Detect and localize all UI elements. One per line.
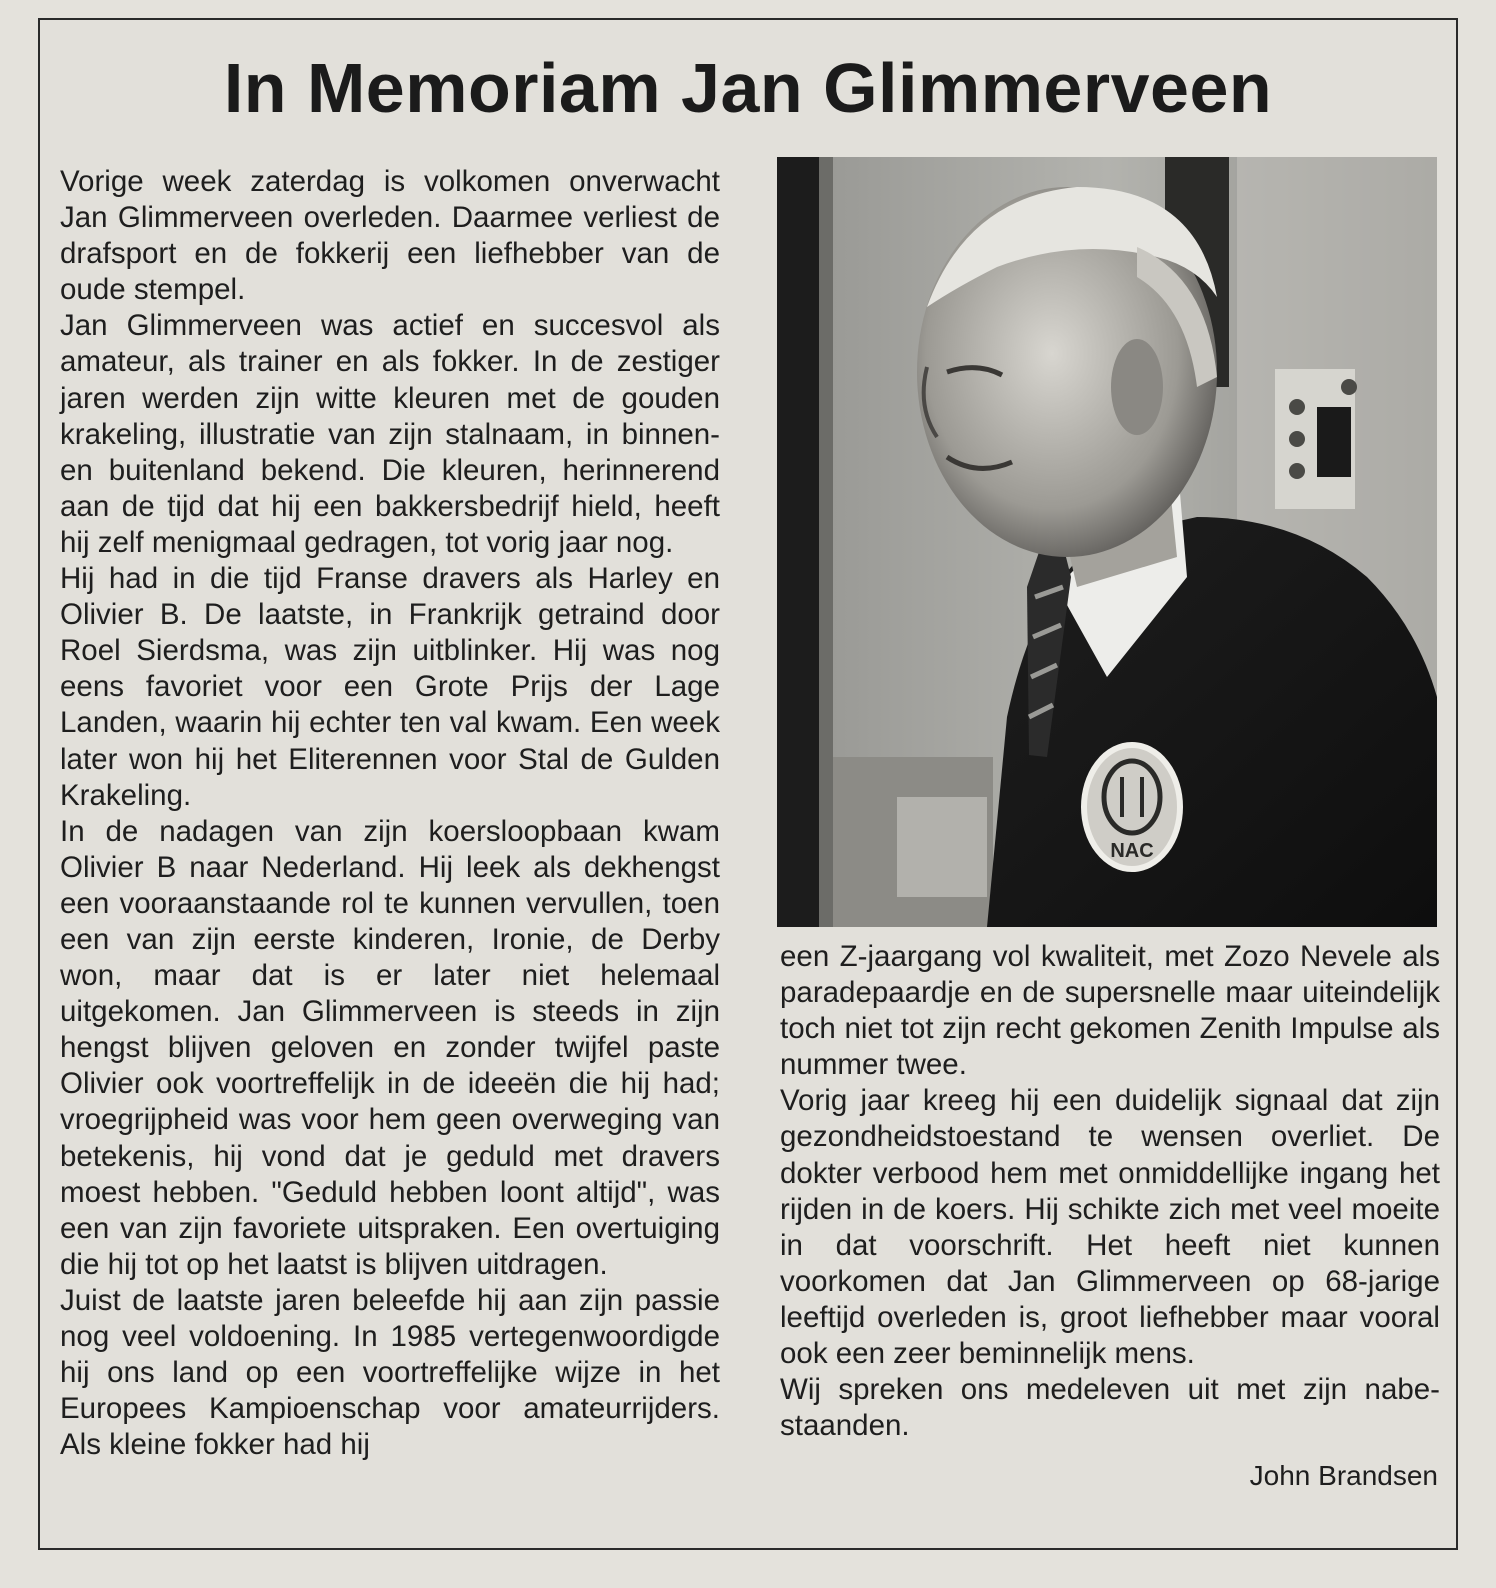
- article-title: In Memoriam Jan Glimmerveen: [223, 49, 1273, 127]
- paragraph: Hij had in die tijd Franse dravers als Harley en Olivier B. De laatste, in Frankrijk getraind door Roel Sierdsma, was zijn uitblinker. Hij was nog eens favoriet voor een Grote Prijs der Lage Landen, waarin hij echter ten val kwam. Een week later won hij het Eliterennen voor Stal de Gulden Krakeling.: [60, 562, 720, 812]
- paragraph: Vorig jaar kreeg hij een duidelijk signaal dat zijn gezondheidstoestand te wensen overliet. De dokter verbood hem met onmiddellijke ingang het rijden in de koers. Hij schikte zich met veel moeite in dat voorschrift. Het heeft niet kunnen voorkomen dat Jan Glimmerveen op 68-jarige leeftijd overleden is, groot liefhebber maar vooral ook een zeer beminnelijk mens.: [780, 1084, 1440, 1371]
- badge-text: NAC: [1110, 840, 1154, 862]
- portrait-photo: [777, 157, 1437, 927]
- paragraph: Wij spreken ons medeleven uit met zijn nabestaanden.: [780, 1373, 1440, 1443]
- paragraph: Jan Glimmerveen was actief en succesvol als amateur, als trainer en als fokker. In de zestiger jaren werden zijn witte kleuren met de gouden krakeling, illustratie van zijn stalnaam, in binnen- en buitenland bekend. Die kleuren, herinnerend aan de tijd dat hij een bakkersbedrijf hield, heeft hij zelf menigmaal gedragen, tot vorig jaar nog.: [60, 309, 720, 559]
- paragraph: Vorige week zaterdag is volkomen onverwacht Jan Glimmerveen overleden. Daarmee verliest de drafsport en de fokkerij een liefhebber van de oude stempel.: [60, 165, 720, 307]
- right-column: [780, 939, 1440, 1444]
- author-signature: John Brandsen: [1249, 1460, 1438, 1491]
- left-column: [60, 164, 720, 1463]
- paragraph: een Z-jaargang vol kwaliteit, met Zozo Nevele als paradepaardje en de supersnelle maar uiteindelijk toch niet tot zijn recht gekomen Zenith Impulse als nummer twee.: [780, 940, 1440, 1082]
- paragraph: In de nadagen van zijn koersloopbaan kwam Olivier B naar Nederland. Hij leek als dekhengst een vooraanstaande rol te kunnen vervullen, toen een van zijn eerste kinderen, Ironie, de Derby won, maar dat is er later niet helemaal uitgekomen. Jan Glimmerveen is steeds in zijn hengst blijven geloven en zonder twijfel paste Olivier ook voortreffelijk in de ideeën die hij had; vroegrijpheid was voor hem geen overweging van betekenis, hij vond dat je geduld met dravers moest hebben. "Geduld hebben loont altijd", was een van zijn favoriete uitspraken. Een overtuiging die hij tot op het laatst is blijven uitdragen.: [60, 814, 720, 1281]
- paragraph: Juist de laatste jaren beleefde hij aan zijn passie nog veel voldoening. In 1985 vertegenwoordigde hij ons land op een voortreffelijke wijze in het Europees Kampioenschap voor amateurrijders. Als kleine fokker had hij: [60, 1283, 720, 1462]
